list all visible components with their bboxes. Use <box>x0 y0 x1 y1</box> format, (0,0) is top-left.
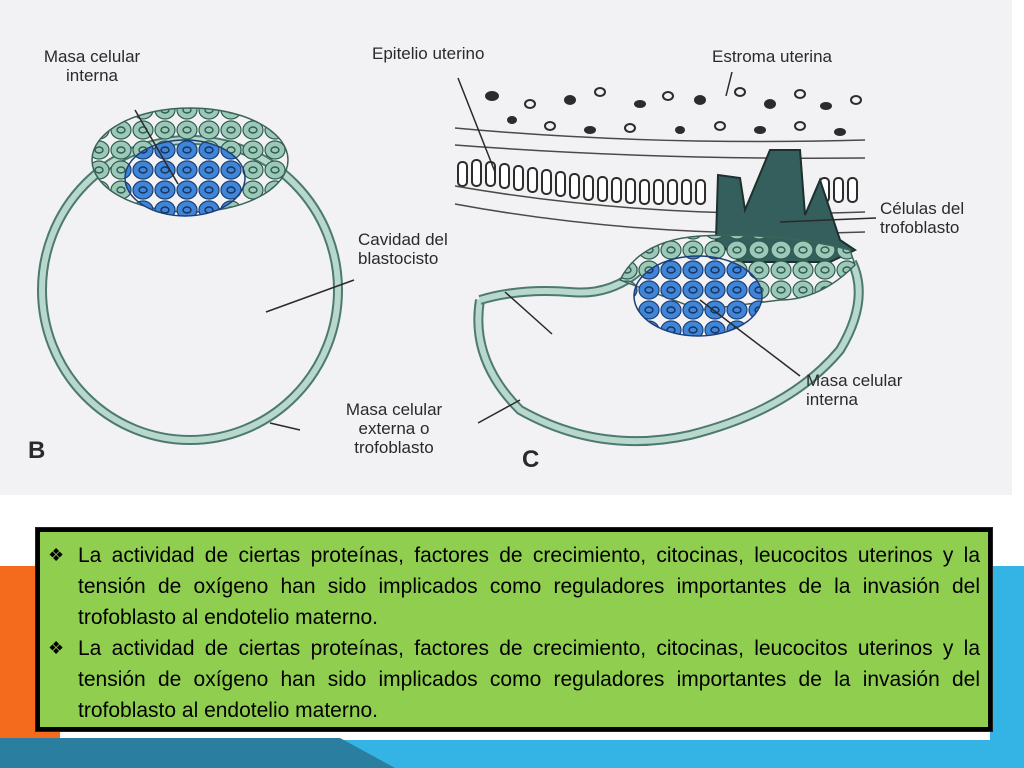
bullet-text-1: La actividad de ciertas proteínas, factores de crecimiento, citocinas, leucocitos uterinos y la tensión de oxígeno han sido implicados como reguladores importantes de la invasión del trofoblasto al endotelio materno. <box>78 544 980 629</box>
uterine-stroma <box>485 88 861 136</box>
bullet-text-2: La actividad de ciertas proteínas, factores de crecimiento, citocinas, leucocitos uterinos y la tensión de oxígeno han sido implicados como reguladores importantes de la invasión del trofoblasto al endotelio materno. <box>78 637 980 722</box>
inner-cell-mass-b <box>125 140 245 216</box>
label-masa-celular-externa: Masa celular externa o trofoblasto <box>345 400 443 457</box>
bullet-text-box <box>36 528 992 731</box>
label-panel-c: C <box>522 446 540 473</box>
teal-band <box>0 738 395 768</box>
label-celulas-trofoblasto: Células del trofoblasto <box>880 199 965 237</box>
label-panel-b: B <box>28 437 46 464</box>
bullet-item-1 <box>48 540 980 633</box>
bullet-item-2 <box>48 633 980 726</box>
panel-b-blastocyst <box>42 108 354 440</box>
diamond-bullet-icon: ❖ <box>48 638 65 658</box>
label-cavidad-blastocisto: Cavidad del blastocisto <box>358 230 448 268</box>
label-masa-celular-interna-c: Masa celular interna <box>806 371 903 409</box>
label-epitelio-uterino: Epitelio uterino <box>372 44 485 63</box>
diamond-bullet-icon: ❖ <box>48 545 65 565</box>
label-estroma-uterina: Estroma uterina <box>712 47 832 66</box>
inner-cell-mass-c <box>634 256 762 336</box>
label-masa-celular-interna-b: Masa celular interna <box>43 47 141 85</box>
